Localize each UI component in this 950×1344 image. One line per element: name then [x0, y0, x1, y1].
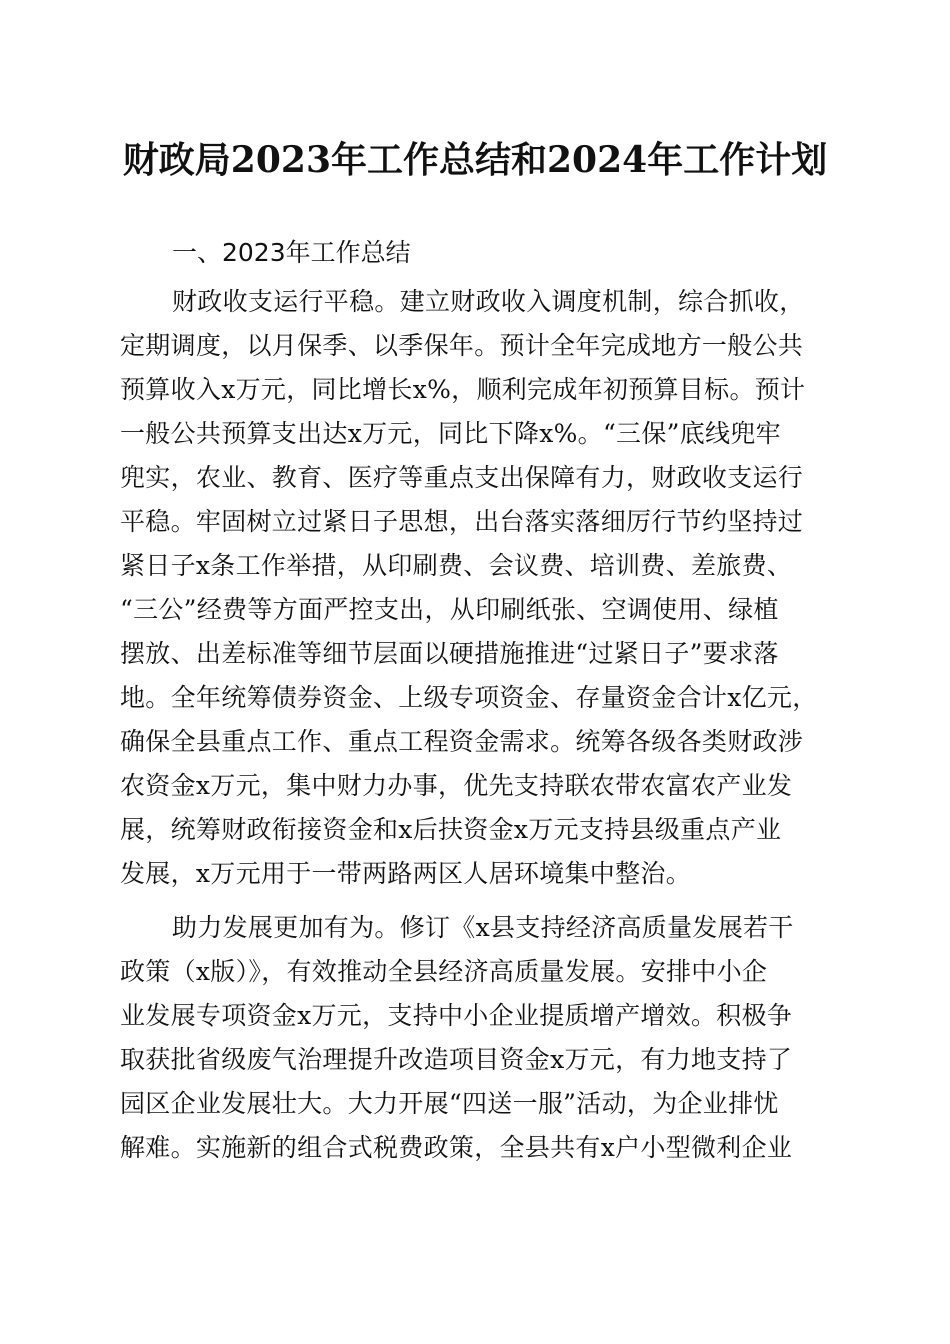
paragraph-line: 业发展专项资金x万元，支持中小企业提质增产增效。积极争	[120, 1001, 793, 1030]
paragraph-line: 解难。实施新的组合式税费政策，全县共有x户小型微利企业	[120, 1133, 793, 1162]
paragraph-line: 平稳。牢固树立过紧日子思想，出台落实落细厉行节约坚持过	[120, 507, 804, 536]
paragraph-line: 一般公共预算支出达x万元，同比下降x%。“三保”底线兜牢	[120, 419, 781, 448]
paragraph-line: 财政收支运行平稳。建立财政收入调度机制，综合抓收，	[172, 287, 805, 316]
paragraph-line: 政策（x版）》，有效推动全县经济高质量发展。安排中小企	[120, 957, 768, 986]
paragraph-line: 紧日子x条工作举措，从印刷费、会议费、培训费、差旅费、	[120, 551, 793, 580]
paragraph-line: 农资金x万元，集中财力办事，优先支持联农带农富农产业发	[120, 771, 793, 800]
document-title: 财政局2023年工作总结和2024年工作计划	[122, 139, 828, 181]
paragraph-fiscal-operations	[120, 280, 840, 896]
paragraph-line: 取获批省级废气治理提升改造项目资金x万元，有力地支持了	[120, 1045, 793, 1074]
paragraph-line: 预算收入x万元，同比增长x%，顺利完成年初预算目标。预计	[120, 375, 806, 404]
paragraph-line: “三公”经费等方面严控支出，从印刷纸张、空调使用、绿植	[120, 595, 779, 624]
section-heading: 一、2023年工作总结	[172, 238, 411, 267]
paragraph-line: 摆放、出差标准等细节层面以硬措施推进“过紧日子”要求落	[120, 639, 779, 668]
paragraph-development-support	[120, 906, 840, 1170]
paragraph-line: 展，统筹财政衔接资金和x后扶资金x万元支持县级重点产业	[120, 815, 782, 844]
paragraph-line: 确保全县重点工作、重点工程资金需求。统筹各级各类财政涉	[120, 727, 804, 756]
paragraph-line: 地。全年统筹债券资金、上级专项资金、存量资金合计x亿元，	[120, 683, 818, 712]
paragraph-line: 园区企业发展壮大。大力开展“四送一服”活动，为企业排忧	[120, 1089, 779, 1118]
paragraph-line: 兜实，农业、教育、医疗等重点支出保障有力，财政收支运行	[120, 463, 804, 492]
paragraph-line: 定期调度，以月保季、以季保年。预计全年完成地方一般公共	[120, 331, 804, 360]
paragraph-line: 助力发展更加有为。修订《x县支持经济高质量发展若干	[172, 913, 794, 942]
paragraph-line: 发展，x万元用于一带两路两区人居环境集中整治。	[120, 859, 692, 888]
